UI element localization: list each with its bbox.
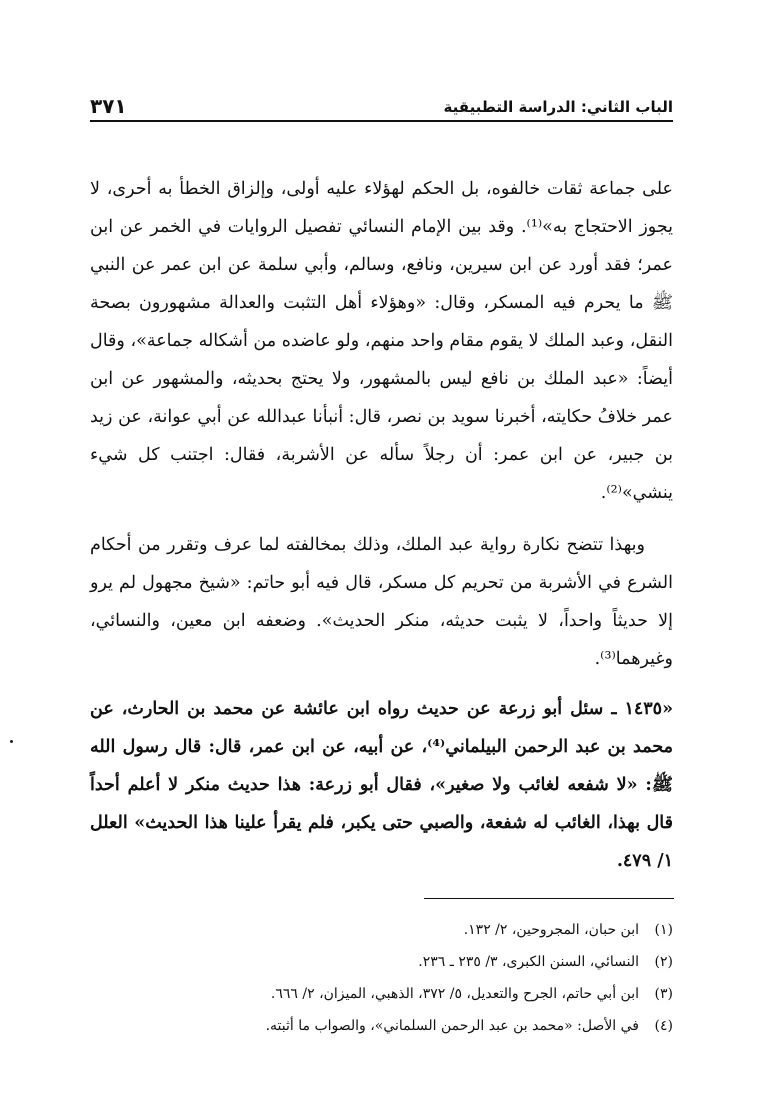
footnote-2 — [90, 946, 673, 978]
footnotes — [90, 914, 673, 1042]
footnote-1 — [90, 914, 673, 946]
footnote-text: النسائي، السنن الكبرى، ٣/ ٢٣٥ ـ ٢٣٦. — [418, 954, 639, 970]
footnote-3 — [90, 978, 673, 1010]
footnote-number: (١) — [654, 922, 673, 938]
footnote-number: (٢) — [654, 954, 673, 970]
footnote-number: (٤) — [654, 1018, 673, 1034]
running-header — [90, 90, 673, 122]
footnote-4 — [90, 1010, 673, 1042]
footnote-number: (٣) — [654, 986, 673, 1002]
page-number: ٣٧١ — [90, 94, 127, 118]
paragraph-2: وبهذا تتضح نكارة رواية عبد الملك، وذلك بمخالفته لما عرف وتقرر من أحكام الشرع في الأشربة من تحريم كل مسكر، قال فيه أبو حاتم: «شيخ مجهول لم يرو إلا حديثاً واحداً، لا يثبت حديثه، منكر الحديث». وضعفه ابن معين، والنسائي، وغيرهما⁽³⁾. — [90, 535, 673, 669]
paragraph-1: على جماعة ثقات خالفوه، بل الحكم لهؤلاء عليه أولى، وإلزاق الخطأ به أحرى، لا يجوز الاحتجاج به»⁽¹⁾. وقد بين الإمام النسائي تفصيل الروايات في الخمر عن ابن عمر؛ فقد أورد عن ابن سيرين، ونافع، وسالم، وأبي سلمة عن ابن عمر عن النبي ﷺ ما يحرم فيه المسكر، وقال: «وهؤلاء أهل التثبت والعدالة مشهورون بصحة النقل، وعبد الملك لا يقوم مقام واحد منهم، ولو عاضده من أشكاله جماعة»، وقال أيضاً: «عبد الملك بن نافع ليس بالمشهور، ولا يحتج بحديثه، والمشهور عن ابن عمر خلافُ حكايته، أخبرنا سويد بن نصر، قال: أنبأنا عبدالله عن أبي عوانة، عن زيد بن جبير، عن ابن عمر: أن رجلاً سأله عن الأشربة، فقال: اجتنب كل شيء ينشي»⁽²⁾. — [90, 179, 673, 503]
running-title: الباب الثاني: الدراسة التطبيقية — [443, 98, 673, 116]
footnote-text: في الأصل: «محمد بن عبد الرحمن السلماني»، والصواب ما أثبته. — [265, 1018, 639, 1034]
paragraph-entry-1435: «١٤٣٥ ـ سئل أبو زرعة عن حديث رواه ابن عائشة عن محمد بن الحارث، عن محمد بن عبد الرحمن البيلماني⁽⁴⁾، عن أبيه، عن ابن عمر، قال: قال رسول الله ﷺ: «لا شفعه لغائب ولا صغير»، فقال أبو زرعة: هذا حديث منكر لا أعلم أحداً قال بهذا، الغائب له شفعة، والصبي حتى يكبر، فلم يقرأ علينا هذا الحديث» العلل ١/ ٤٧٩. — [90, 699, 674, 871]
footnote-separator — [424, 898, 674, 899]
footnote-text: ابن حبان، المجروحين، ٢/ ١٣٢. — [463, 922, 639, 938]
main-text — [90, 170, 673, 880]
footnote-text: ابن أبي حاتم، الجرح والتعديل، ٥/ ٣٧٢، الذهبي، الميزان، ٢/ ٦٦٦. — [270, 986, 639, 1002]
scan-mark — [10, 740, 13, 743]
